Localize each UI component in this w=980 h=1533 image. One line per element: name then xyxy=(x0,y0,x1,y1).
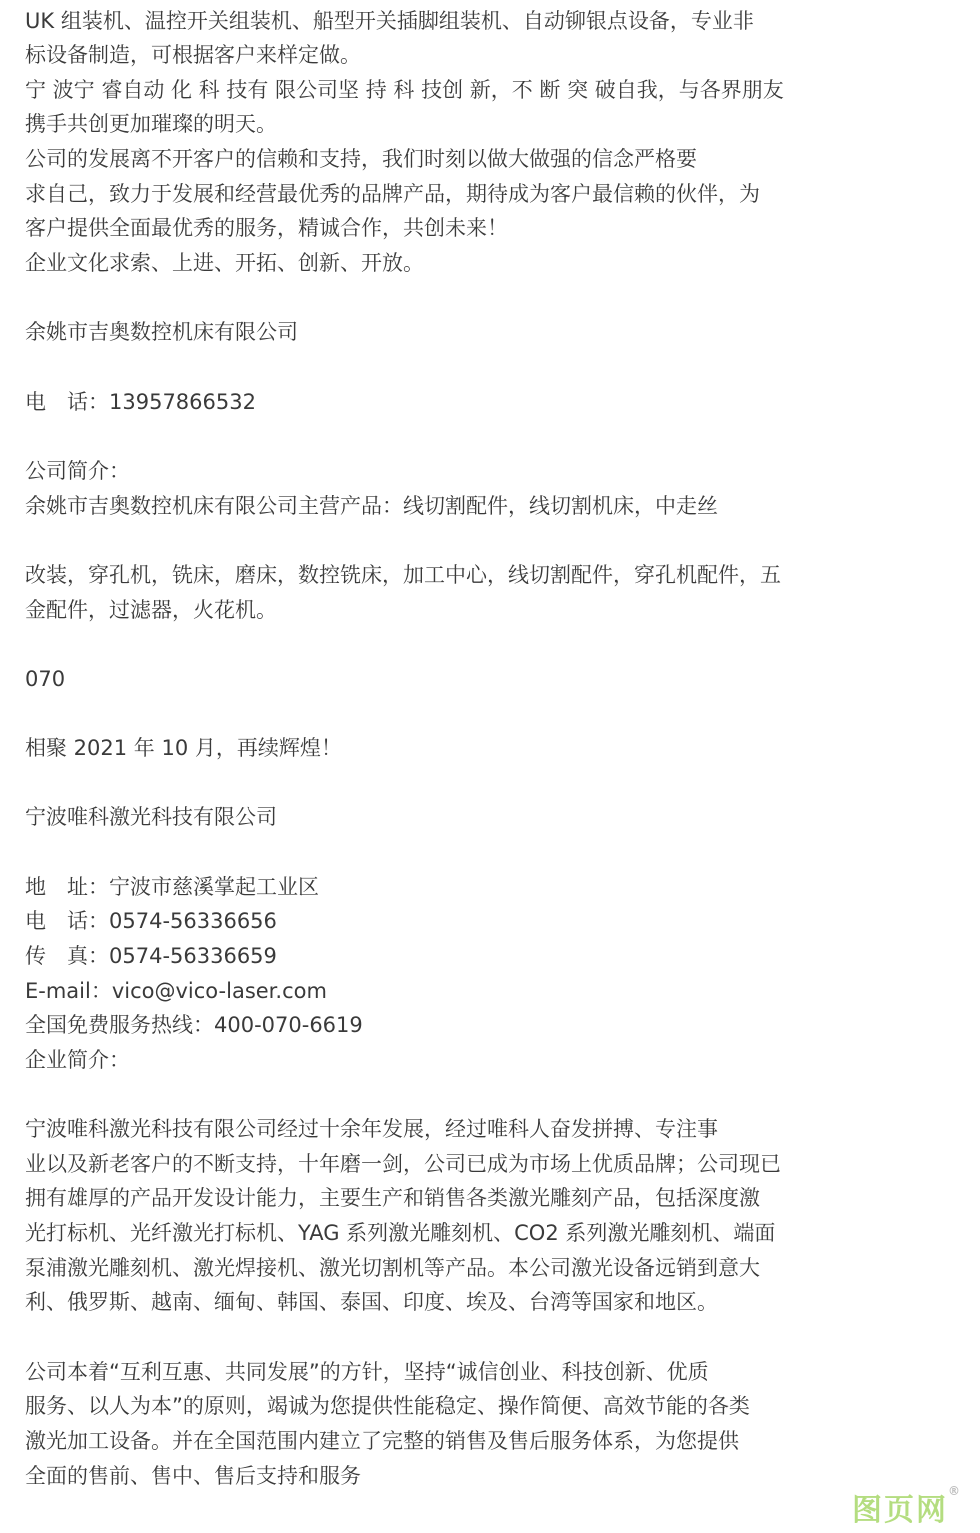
site-watermark xyxy=(852,1485,962,1529)
company1-profile-line: 金配件，过滤器，火花机。 xyxy=(25,598,277,622)
company2-policy-line: 公司本着“互利互惠、共同发展”的方针，坚持“诚信创业、科技创新、优质 xyxy=(25,1360,709,1384)
company2-address: 地 址：宁波市慈溪掌起工业区 xyxy=(25,875,319,899)
company2-email: E-mail：vico@vico-laser.com xyxy=(25,979,327,1003)
company1-profile-line: 余姚市吉奥数控机床有限公司主营产品：线切割配件，线切割机床，中走丝 xyxy=(25,494,718,518)
company2-profile-line: 拥有雄厚的产品开发设计能力，主要生产和销售各类激光雕刻产品，包括深度激 xyxy=(25,1186,760,1210)
intro-line: 携手共创更加璀璨的明天。 xyxy=(25,112,277,136)
intro-line: 客户提供全面最优秀的服务，精诚合作，共创未来！ xyxy=(25,216,508,240)
intro-line: 求自己，致力于发展和经营最优秀的品牌产品，期待成为客户最信赖的伙伴，为 xyxy=(25,182,760,206)
company1-profile-line: 改装，穿孔机，铣床，磨床，数控铣床，加工中心，线切割配件，穿孔机配件，五 xyxy=(25,563,781,587)
intro-line: 企业文化求索、上进、开拓、创新、开放。 xyxy=(25,251,424,275)
company2-policy-line: 激光加工设备。并在全国范围内建立了完整的销售及售后服务体系，为您提供 xyxy=(25,1429,739,1453)
intro-line: UK 组装机、温控开关组装机、船型开关插脚组装机、自动铆银点设备，专业非 xyxy=(25,9,754,33)
company1-profile-label: 公司简介： xyxy=(25,459,130,483)
company2-policy-line: 服务、以人为本”的原则，竭诚为您提供性能稳定、操作简便、高效节能的各类 xyxy=(25,1394,750,1418)
booth-number: 070 xyxy=(25,667,66,691)
company1-name: 余姚市吉奥数控机床有限公司 xyxy=(25,320,298,344)
company2-profile-line: 宁波唯科激光科技有限公司经过十余年发展，经过唯科人奋发拼搏、专注事 xyxy=(25,1117,718,1141)
company2-hotline: 全国免费服务热线：400-070-6619 xyxy=(25,1013,363,1037)
company2-profile-line: 光打标机、光纤激光打标机、YAG 系列激光雕刻机、CO2 系列激光雕刻机、端面 xyxy=(25,1221,776,1245)
slogan: 相聚 2021 年 10 月，再续辉煌！ xyxy=(25,736,342,760)
registered-mark: ® xyxy=(948,1484,962,1498)
watermark-text: 图页网 xyxy=(852,1493,948,1528)
company2-profile-line: 利、俄罗斯、越南、缅甸、韩国、泰国、印度、埃及、台湾等国家和地区。 xyxy=(25,1290,718,1314)
company2-fax: 传 真：0574-56336659 xyxy=(25,944,277,968)
intro-line: 标设备制造，可根据客户来样定做。 xyxy=(25,43,361,67)
company2-profile-line: 业以及新老客户的不断支持，十年磨一剑，公司已成为市场上优质品牌；公司现已 xyxy=(25,1152,781,1176)
company2-profile-line: 泵浦激光雕刻机、激光焊接机、激光切割机等产品。本公司激光设备远销到意大 xyxy=(25,1256,760,1280)
company2-phone: 电 话：0574-56336656 xyxy=(25,909,277,933)
company2-name: 宁波唯科激光科技有限公司 xyxy=(25,805,277,829)
company2-policy-line: 全面的售前、售中、售后支持和服务 xyxy=(25,1464,361,1488)
intro-line: 宁 波宁 睿自动 化 科 技有 限公司坚 持 科 技创 新，不 断 突 破自我，与各界朋友 xyxy=(25,78,784,102)
company2-profile-label: 企业简介： xyxy=(25,1048,130,1072)
company1-phone: 电 话：13957866532 xyxy=(25,390,256,414)
intro-line: 公司的发展离不开客户的信赖和支持，我们时刻以做大做强的信念严格要 xyxy=(25,147,697,171)
